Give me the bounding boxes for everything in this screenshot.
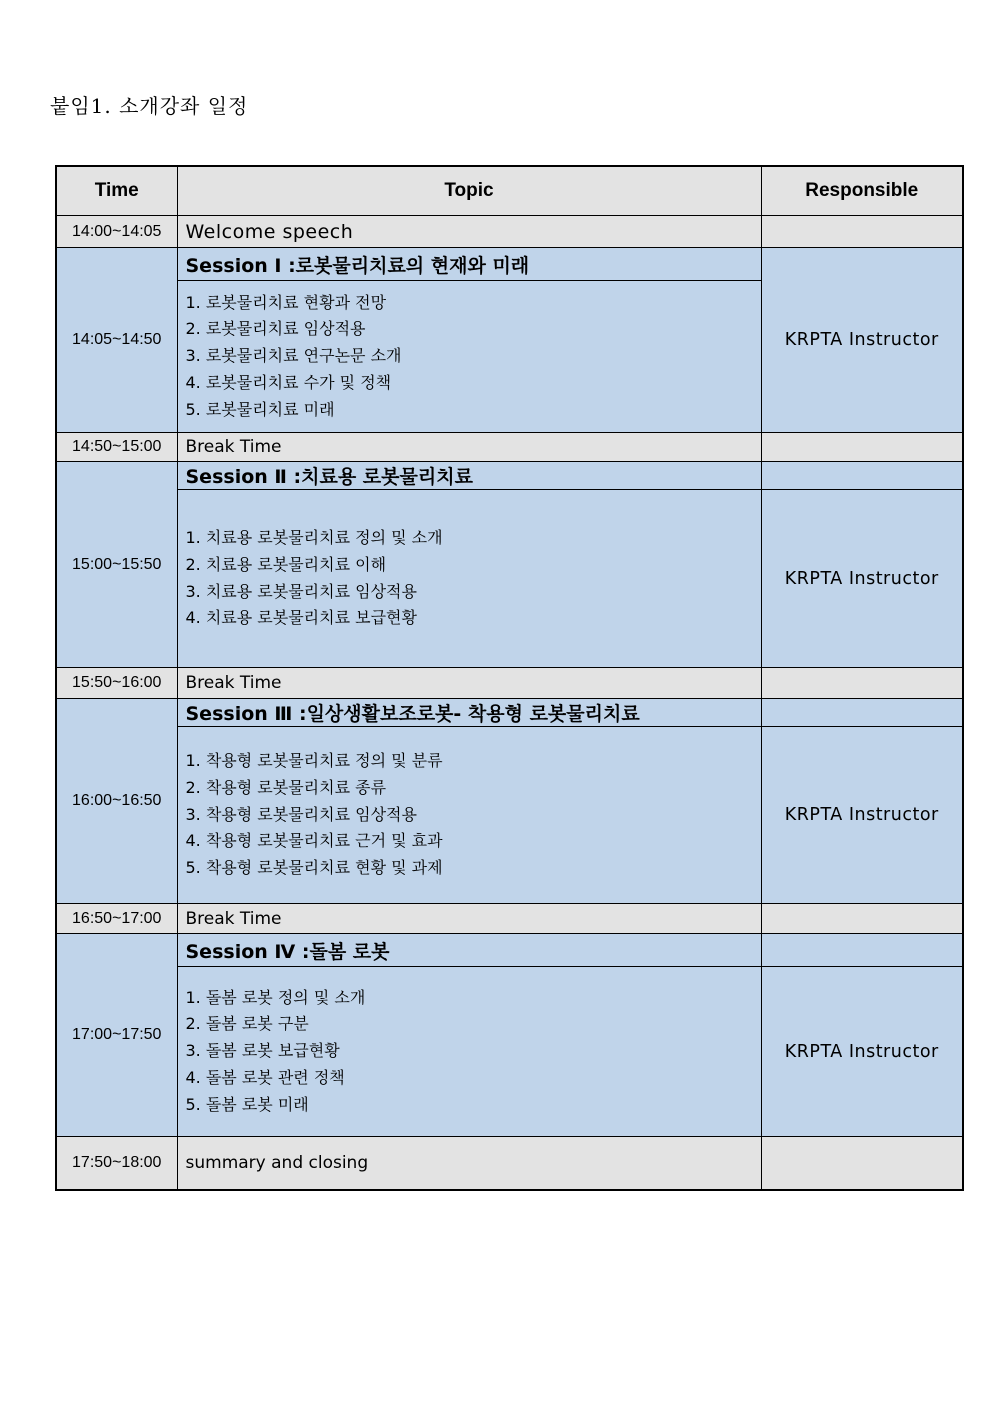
schedule-table — [55, 165, 964, 1191]
session-title: Session Ⅰ :로봇물리치료의 현재와 미래 — [177, 248, 761, 281]
time-cell: 14:50~15:00 — [56, 433, 177, 462]
session-title: Session Ⅲ :일상생활보조로봇- 착용형 로봇물리치료 — [177, 699, 761, 727]
table-row — [56, 904, 963, 934]
responsible-cell: KRPTA Instructor — [761, 248, 963, 433]
responsible-blank-cell — [761, 934, 963, 967]
topic-cell: Break Time — [177, 668, 761, 699]
session-items — [177, 967, 761, 1137]
list-item: 2. 착용형 로봇물리치료 종류 — [185, 777, 387, 797]
time-cell: 14:00~14:05 — [56, 216, 177, 248]
time-cell: 16:50~17:00 — [56, 904, 177, 934]
table-row — [56, 216, 963, 248]
session-items — [177, 490, 761, 668]
responsible-cell — [761, 216, 963, 248]
time-cell: 15:50~16:00 — [56, 668, 177, 699]
time-cell: 15:00~15:50 — [56, 462, 177, 668]
responsible-cell: KRPTA Instructor — [761, 490, 963, 668]
table-row — [56, 668, 963, 699]
topic-cell: Break Time — [177, 433, 761, 462]
time-cell: 17:50~18:00 — [56, 1137, 177, 1190]
time-cell: 17:00~17:50 — [56, 934, 177, 1137]
list-item: 5. 로봇물리치료 미래 — [185, 399, 335, 419]
session-title-row — [56, 699, 963, 727]
list-item: 1. 로봇물리치료 현황과 전망 — [185, 292, 387, 312]
responsible-blank-cell — [761, 699, 963, 727]
responsible-blank-cell — [761, 462, 963, 490]
list-item: 4. 로봇물리치료 수가 및 정책 — [185, 372, 392, 392]
session-items-row — [56, 967, 963, 1137]
topic-cell: summary and closing — [177, 1137, 761, 1190]
session-items — [177, 727, 761, 904]
responsible-cell — [761, 904, 963, 934]
session-title-row — [56, 462, 963, 490]
list-item: 2. 로봇물리치료 임상적용 — [185, 319, 366, 339]
time-cell: 14:05~14:50 — [56, 248, 177, 433]
list-item: 1. 착용형 로봇물리치료 정의 및 분류 — [185, 751, 443, 771]
responsible-cell — [761, 668, 963, 699]
list-item: 1. 돌봄 로봇 정의 및 소개 — [185, 987, 366, 1007]
header-responsible: Responsible — [761, 166, 963, 216]
list-item: 2. 치료용 로봇물리치료 이해 — [185, 554, 387, 574]
responsible-cell: KRPTA Instructor — [761, 727, 963, 904]
list-item: 5. 돌봄 로봇 미래 — [185, 1094, 309, 1114]
list-item: 3. 로봇물리치료 연구논문 소개 — [185, 346, 402, 366]
time-cell: 16:00~16:50 — [56, 699, 177, 904]
list-item: 5. 착용형 로봇물리치료 현황 및 과제 — [185, 858, 443, 878]
topic-cell: Welcome speech — [177, 216, 761, 248]
list-item: 4. 치료용 로봇물리치료 보급현황 — [185, 608, 417, 628]
session-title-row — [56, 248, 963, 281]
header-time: Time — [56, 166, 177, 216]
session-title: Session Ⅱ :치료용 로봇물리치료 — [177, 462, 761, 490]
header-topic: Topic — [177, 166, 761, 216]
session-title: Session Ⅳ :돌봄 로봇 — [177, 934, 761, 967]
list-item: 4. 돌봄 로봇 관련 정책 — [185, 1067, 345, 1087]
responsible-cell — [761, 1137, 963, 1190]
list-item: 2. 돌봄 로봇 구분 — [185, 1014, 309, 1034]
table-row — [56, 433, 963, 462]
topic-cell: Break Time — [177, 904, 761, 934]
responsible-cell: KRPTA Instructor — [761, 967, 963, 1137]
list-item: 3. 착용형 로봇물리치료 임상적용 — [185, 804, 417, 824]
session-title-row — [56, 934, 963, 967]
list-item: 3. 치료용 로봇물리치료 임상적용 — [185, 581, 417, 601]
list-item: 1. 치료용 로봇물리치료 정의 및 소개 — [185, 528, 443, 548]
session-items-row — [56, 490, 963, 668]
session-items-row — [56, 727, 963, 904]
header-row — [56, 166, 963, 216]
list-item: 4. 착용형 로봇물리치료 근거 및 효과 — [185, 831, 443, 851]
session-items — [177, 281, 761, 433]
list-item: 3. 돌봄 로봇 보급현황 — [185, 1041, 340, 1061]
responsible-cell — [761, 433, 963, 462]
table-row — [56, 1137, 963, 1190]
document-title: 붙임1. 소개강좌 일정 — [50, 94, 249, 118]
